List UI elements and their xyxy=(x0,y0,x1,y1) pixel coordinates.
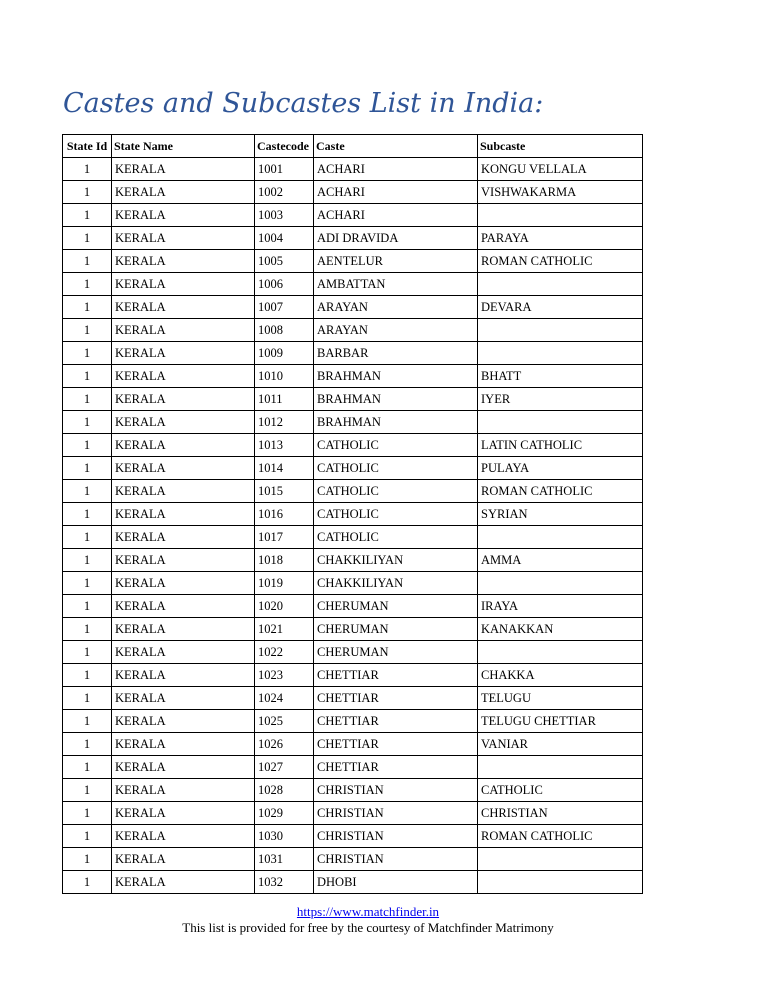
cell-subcaste: LATIN CATHOLIC xyxy=(478,434,643,457)
cell-subcaste: DEVARA xyxy=(478,296,643,319)
cell-state-name: KERALA xyxy=(112,480,255,503)
cell-caste: CHETTIAR xyxy=(314,733,478,756)
cell-state-id: 1 xyxy=(63,457,112,480)
cell-caste: CHETTIAR xyxy=(314,687,478,710)
cell-castecode: 1032 xyxy=(255,871,314,894)
cell-castecode: 1010 xyxy=(255,365,314,388)
footer xyxy=(0,904,736,936)
cell-castecode: 1024 xyxy=(255,687,314,710)
header-row xyxy=(63,135,643,158)
cell-state-name: KERALA xyxy=(112,434,255,457)
cell-subcaste xyxy=(478,572,643,595)
cell-state-id: 1 xyxy=(63,411,112,434)
cell-castecode: 1028 xyxy=(255,779,314,802)
cell-caste: AMBATTAN xyxy=(314,273,478,296)
cell-caste: ADI DRAVIDA xyxy=(314,227,478,250)
cell-state-name: KERALA xyxy=(112,503,255,526)
cell-state-id: 1 xyxy=(63,871,112,894)
table-row xyxy=(63,710,643,733)
cell-caste: CHRISTIAN xyxy=(314,848,478,871)
cell-subcaste xyxy=(478,273,643,296)
table-row xyxy=(63,733,643,756)
cell-state-name: KERALA xyxy=(112,871,255,894)
cell-caste: BRAHMAN xyxy=(314,365,478,388)
cell-caste: CHRISTIAN xyxy=(314,802,478,825)
cell-castecode: 1003 xyxy=(255,204,314,227)
header-state-id: State Id xyxy=(63,135,112,158)
cell-state-id: 1 xyxy=(63,825,112,848)
table-row xyxy=(63,572,643,595)
cell-caste: CHERUMAN xyxy=(314,618,478,641)
cell-state-id: 1 xyxy=(63,526,112,549)
cell-caste: BRAHMAN xyxy=(314,411,478,434)
cell-castecode: 1004 xyxy=(255,227,314,250)
cell-state-name: KERALA xyxy=(112,526,255,549)
cell-state-name: KERALA xyxy=(112,227,255,250)
cell-castecode: 1015 xyxy=(255,480,314,503)
cell-castecode: 1005 xyxy=(255,250,314,273)
cell-subcaste xyxy=(478,342,643,365)
cell-state-name: KERALA xyxy=(112,273,255,296)
cell-caste: ACHARI xyxy=(314,204,478,227)
cell-state-id: 1 xyxy=(63,250,112,273)
cell-state-name: KERALA xyxy=(112,296,255,319)
header-subcaste: Subcaste xyxy=(478,135,643,158)
cell-subcaste: ROMAN CATHOLIC xyxy=(478,480,643,503)
cell-caste: CATHOLIC xyxy=(314,480,478,503)
cell-state-name: KERALA xyxy=(112,664,255,687)
table-row xyxy=(63,664,643,687)
cell-state-name: KERALA xyxy=(112,457,255,480)
cell-caste: CATHOLIC xyxy=(314,457,478,480)
table-row xyxy=(63,595,643,618)
cell-castecode: 1006 xyxy=(255,273,314,296)
cell-state-name: KERALA xyxy=(112,549,255,572)
cell-subcaste xyxy=(478,756,643,779)
cell-state-id: 1 xyxy=(63,802,112,825)
cell-state-name: KERALA xyxy=(112,411,255,434)
cell-castecode: 1002 xyxy=(255,181,314,204)
table-row xyxy=(63,411,643,434)
cell-caste: CHERUMAN xyxy=(314,641,478,664)
cell-state-name: KERALA xyxy=(112,181,255,204)
cell-caste: CATHOLIC xyxy=(314,434,478,457)
table-row xyxy=(63,204,643,227)
cell-state-name: KERALA xyxy=(112,572,255,595)
cell-state-id: 1 xyxy=(63,641,112,664)
table-row xyxy=(63,319,643,342)
cell-castecode: 1019 xyxy=(255,572,314,595)
cell-subcaste: ROMAN CATHOLIC xyxy=(478,250,643,273)
cell-castecode: 1009 xyxy=(255,342,314,365)
table-row xyxy=(63,181,643,204)
cell-state-name: KERALA xyxy=(112,733,255,756)
cell-state-id: 1 xyxy=(63,273,112,296)
cell-subcaste: VANIAR xyxy=(478,733,643,756)
cell-state-name: KERALA xyxy=(112,756,255,779)
footer-link[interactable]: https://www.matchfinder.in xyxy=(296,904,440,919)
cell-castecode: 1018 xyxy=(255,549,314,572)
table-row xyxy=(63,825,643,848)
cell-state-id: 1 xyxy=(63,388,112,411)
cell-subcaste: SYRIAN xyxy=(478,503,643,526)
cell-state-id: 1 xyxy=(63,848,112,871)
cell-caste: CHRISTIAN xyxy=(314,825,478,848)
cell-state-name: KERALA xyxy=(112,779,255,802)
cell-castecode: 1029 xyxy=(255,802,314,825)
table-row xyxy=(63,457,643,480)
table-row xyxy=(63,342,643,365)
cell-state-id: 1 xyxy=(63,572,112,595)
cell-state-name: KERALA xyxy=(112,595,255,618)
cell-castecode: 1012 xyxy=(255,411,314,434)
cell-subcaste: CATHOLIC xyxy=(478,779,643,802)
cell-state-name: KERALA xyxy=(112,342,255,365)
cell-state-id: 1 xyxy=(63,503,112,526)
cell-castecode: 1011 xyxy=(255,388,314,411)
table-row xyxy=(63,158,643,181)
cell-castecode: 1007 xyxy=(255,296,314,319)
cell-castecode: 1027 xyxy=(255,756,314,779)
cell-subcaste: BHATT xyxy=(478,365,643,388)
cell-state-name: KERALA xyxy=(112,848,255,871)
cell-caste: CATHOLIC xyxy=(314,503,478,526)
cell-state-id: 1 xyxy=(63,779,112,802)
cell-subcaste xyxy=(478,319,643,342)
cell-subcaste: IYER xyxy=(478,388,643,411)
cell-state-name: KERALA xyxy=(112,158,255,181)
table-row xyxy=(63,549,643,572)
cell-castecode: 1014 xyxy=(255,457,314,480)
cell-caste: CHRISTIAN xyxy=(314,779,478,802)
table-row xyxy=(63,618,643,641)
cell-caste: CHERUMAN xyxy=(314,595,478,618)
cell-state-name: KERALA xyxy=(112,388,255,411)
cell-caste: CATHOLIC xyxy=(314,526,478,549)
cell-subcaste xyxy=(478,641,643,664)
cell-subcaste: TELUGU CHETTIAR xyxy=(478,710,643,733)
cell-castecode: 1030 xyxy=(255,825,314,848)
cell-castecode: 1017 xyxy=(255,526,314,549)
cell-subcaste: ROMAN CATHOLIC xyxy=(478,825,643,848)
cell-state-name: KERALA xyxy=(112,710,255,733)
cell-subcaste xyxy=(478,204,643,227)
cell-state-name: KERALA xyxy=(112,641,255,664)
cell-state-name: KERALA xyxy=(112,250,255,273)
cell-subcaste: KANAKKAN xyxy=(478,618,643,641)
table-row xyxy=(63,503,643,526)
table-row xyxy=(63,434,643,457)
cell-state-id: 1 xyxy=(63,710,112,733)
cell-caste: BRAHMAN xyxy=(314,388,478,411)
cell-subcaste: PARAYA xyxy=(478,227,643,250)
cell-subcaste xyxy=(478,411,643,434)
cell-caste: CHETTIAR xyxy=(314,664,478,687)
cell-subcaste: TELUGU xyxy=(478,687,643,710)
table-body xyxy=(63,158,643,894)
cell-caste: CHETTIAR xyxy=(314,756,478,779)
cell-state-id: 1 xyxy=(63,480,112,503)
header-caste: Caste xyxy=(314,135,478,158)
cell-castecode: 1025 xyxy=(255,710,314,733)
cell-caste: ARAYAN xyxy=(314,296,478,319)
cell-state-id: 1 xyxy=(63,618,112,641)
cell-state-id: 1 xyxy=(63,434,112,457)
table-row xyxy=(63,526,643,549)
cell-caste: BARBAR xyxy=(314,342,478,365)
cell-subcaste xyxy=(478,526,643,549)
cell-subcaste: CHRISTIAN xyxy=(478,802,643,825)
cell-caste: ACHARI xyxy=(314,158,478,181)
cell-subcaste xyxy=(478,848,643,871)
cell-state-id: 1 xyxy=(63,733,112,756)
table-row xyxy=(63,388,643,411)
table-header xyxy=(63,135,643,158)
table-row xyxy=(63,641,643,664)
cell-state-id: 1 xyxy=(63,181,112,204)
cell-caste: CHAKKILIYAN xyxy=(314,572,478,595)
cell-state-name: KERALA xyxy=(112,319,255,342)
cell-castecode: 1031 xyxy=(255,848,314,871)
cell-state-id: 1 xyxy=(63,595,112,618)
cell-subcaste: IRAYA xyxy=(478,595,643,618)
table-row xyxy=(63,848,643,871)
cell-state-id: 1 xyxy=(63,296,112,319)
cell-castecode: 1016 xyxy=(255,503,314,526)
cell-caste: CHAKKILIYAN xyxy=(314,549,478,572)
cell-subcaste: KONGU VELLALA xyxy=(478,158,643,181)
footer-note: This list is provided for free by the courtesy of Matchfinder Matrimony xyxy=(182,920,554,935)
cell-castecode: 1022 xyxy=(255,641,314,664)
table-row xyxy=(63,273,643,296)
table-row xyxy=(63,687,643,710)
cell-castecode: 1026 xyxy=(255,733,314,756)
table-row xyxy=(63,756,643,779)
cell-subcaste: VISHWAKARMA xyxy=(478,181,643,204)
cell-caste: CHETTIAR xyxy=(314,710,478,733)
cell-castecode: 1021 xyxy=(255,618,314,641)
table-row xyxy=(63,296,643,319)
header-state-name: State Name xyxy=(112,135,255,158)
cell-caste: ACHARI xyxy=(314,181,478,204)
cell-caste: AENTELUR xyxy=(314,250,478,273)
cell-state-name: KERALA xyxy=(112,365,255,388)
cell-subcaste: PULAYA xyxy=(478,457,643,480)
caste-table xyxy=(62,134,643,894)
cell-state-id: 1 xyxy=(63,365,112,388)
cell-castecode: 1020 xyxy=(255,595,314,618)
header-castecode: Castecode xyxy=(255,135,314,158)
page-title: Castes and Subcastes List in India: xyxy=(63,88,544,119)
cell-state-id: 1 xyxy=(63,664,112,687)
table-row xyxy=(63,779,643,802)
cell-state-id: 1 xyxy=(63,687,112,710)
table-row xyxy=(63,365,643,388)
cell-caste: DHOBI xyxy=(314,871,478,894)
table-row xyxy=(63,871,643,894)
cell-state-name: KERALA xyxy=(112,618,255,641)
table-row xyxy=(63,802,643,825)
cell-state-id: 1 xyxy=(63,756,112,779)
cell-subcaste: AMMA xyxy=(478,549,643,572)
cell-state-name: KERALA xyxy=(112,802,255,825)
cell-state-id: 1 xyxy=(63,549,112,572)
table-row xyxy=(63,480,643,503)
cell-state-id: 1 xyxy=(63,158,112,181)
table-row xyxy=(63,227,643,250)
cell-state-id: 1 xyxy=(63,342,112,365)
cell-subcaste xyxy=(478,871,643,894)
cell-state-id: 1 xyxy=(63,227,112,250)
cell-subcaste: CHAKKA xyxy=(478,664,643,687)
cell-castecode: 1001 xyxy=(255,158,314,181)
cell-castecode: 1023 xyxy=(255,664,314,687)
cell-caste: ARAYAN xyxy=(314,319,478,342)
cell-state-id: 1 xyxy=(63,319,112,342)
cell-state-name: KERALA xyxy=(112,687,255,710)
cell-castecode: 1008 xyxy=(255,319,314,342)
cell-castecode: 1013 xyxy=(255,434,314,457)
table-row xyxy=(63,250,643,273)
cell-state-name: KERALA xyxy=(112,204,255,227)
cell-state-id: 1 xyxy=(63,204,112,227)
cell-state-name: KERALA xyxy=(112,825,255,848)
